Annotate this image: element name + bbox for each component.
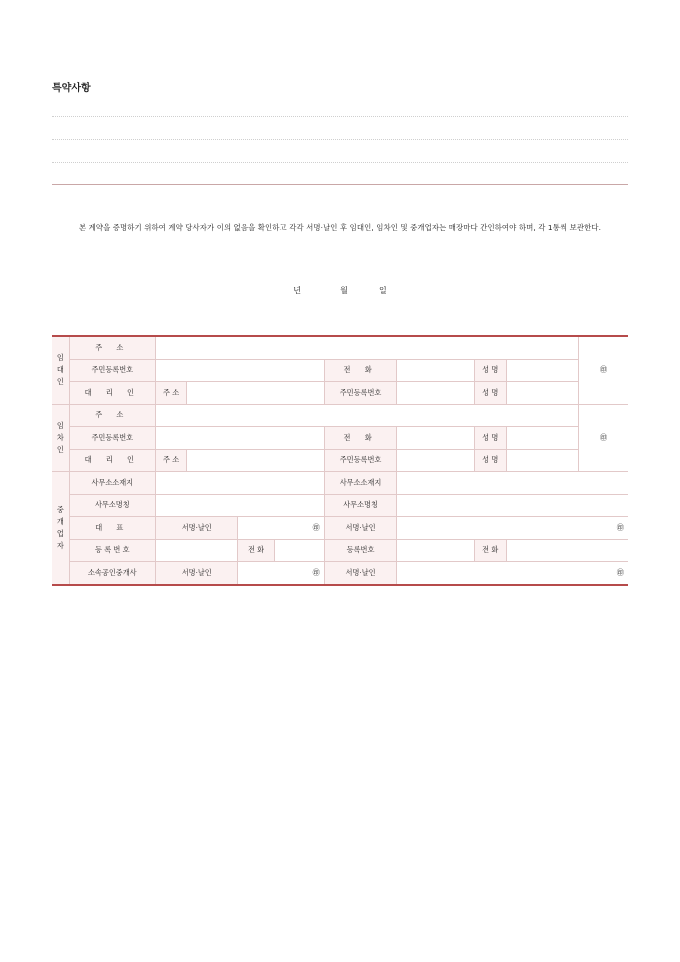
tenant-id-label: 주민등록번호 <box>69 427 155 450</box>
tenant-address-field[interactable] <box>156 404 579 427</box>
broker-phone-field-2[interactable] <box>506 539 628 562</box>
landlord-agent-row <box>52 382 628 405</box>
broker-office-name-label-2: 사무소명칭 <box>324 494 396 517</box>
tenant-seal <box>579 404 628 472</box>
broker-reg-no-label-2: 등록번호 <box>324 539 396 562</box>
date-day: 일 <box>378 286 387 295</box>
tenant-phone-label: 전 화 <box>324 427 396 450</box>
landlord-id-label: 주민등록번호 <box>69 359 155 382</box>
landlord-agent-id-label: 주민등록번호 <box>324 382 396 405</box>
date-month: 월 <box>340 286 348 295</box>
landlord-role-label: 임 대 인 <box>52 336 69 404</box>
broker-phone-label: 전 화 <box>238 539 274 562</box>
tenant-address-label: 주 소 <box>69 404 155 427</box>
broker-office-location-field-2[interactable] <box>397 472 628 495</box>
broker-sign-field[interactable] <box>238 517 324 540</box>
special-terms-bottom-rule <box>52 184 628 185</box>
tenant-agent-address-label: 주 소 <box>156 449 187 472</box>
broker-sign-label-2: 서명·날인 <box>324 517 396 540</box>
tenant-agent-name-field[interactable] <box>506 449 578 472</box>
broker-office-name-field[interactable] <box>156 494 325 517</box>
broker-reg-no-field[interactable] <box>156 539 238 562</box>
broker-sign-field-3[interactable] <box>238 562 324 585</box>
broker-sign-field-4[interactable] <box>397 562 628 585</box>
tenant-id-field[interactable] <box>156 427 325 450</box>
landlord-id-field[interactable] <box>156 359 325 382</box>
seal-icon: ㊞ <box>312 567 320 577</box>
tenant-address-row <box>52 404 628 427</box>
landlord-phone-label: 전 화 <box>324 359 396 382</box>
tenant-name-label: 성 명 <box>474 427 506 450</box>
broker-reg-no-field-2[interactable] <box>397 539 474 562</box>
broker-sign-field-2[interactable] <box>397 517 628 540</box>
tenant-agent-name-label: 성 명 <box>474 449 506 472</box>
tenant-agent-id-field[interactable] <box>397 449 474 472</box>
tenant-id-row <box>52 427 628 450</box>
seal-icon: ㊞ <box>312 522 320 532</box>
broker-sign-label: 서명·날인 <box>156 517 238 540</box>
seal-icon: ㊞ <box>616 522 624 532</box>
broker-sign-label-3: 서명·날인 <box>156 562 238 585</box>
landlord-agent-address-field[interactable] <box>187 382 325 405</box>
broker-phone-label-2: 전 화 <box>474 539 506 562</box>
tenant-agent-address-field[interactable] <box>187 449 325 472</box>
seal-icon: ㊞ <box>599 432 608 442</box>
broker-phone-field[interactable] <box>274 539 324 562</box>
landlord-name-label: 성 명 <box>474 359 506 382</box>
tenant-agent-label: 대 리 인 <box>69 449 155 472</box>
broker-reg-no-label: 등 록 번 호 <box>69 539 155 562</box>
landlord-id-row <box>52 359 628 382</box>
special-terms-line-3 <box>52 162 628 163</box>
date-year: 년 <box>293 286 302 295</box>
parties-table <box>52 335 628 586</box>
broker-office-name-field-2[interactable] <box>397 494 628 517</box>
tenant-phone-field[interactable] <box>397 427 474 450</box>
special-terms-line-1 <box>52 116 628 117</box>
special-terms-line-2 <box>52 139 628 140</box>
landlord-address-label: 주 소 <box>69 336 155 359</box>
special-terms-title: 특약사항 <box>52 83 91 94</box>
broker-role-label: 중 개 업 자 <box>52 472 69 585</box>
broker-office-location-label: 사무소소재지 <box>69 472 155 495</box>
landlord-agent-name-field[interactable] <box>506 382 578 405</box>
broker-affiliated-row <box>52 562 628 585</box>
broker-office-location-field[interactable] <box>156 472 325 495</box>
landlord-name-field[interactable] <box>506 359 578 382</box>
landlord-agent-id-field[interactable] <box>397 382 474 405</box>
landlord-agent-name-label: 성 명 <box>474 382 506 405</box>
tenant-agent-row <box>52 449 628 472</box>
broker-representative-row <box>52 517 628 540</box>
contract-statement: 본 계약을 증명하기 위하여 계약 당사자가 이의 없음을 확인하고 각각 서명·날인 후 임대인, 임차인 및 중개업자는 매장마다 간인하여야 하며, 각 1통씩 보관한다. <box>78 223 602 232</box>
tenant-agent-id-label: 주민등록번호 <box>324 449 396 472</box>
broker-registration-row <box>52 539 628 562</box>
tenant-role-label: 임 차 인 <box>52 404 69 472</box>
tenant-name-field[interactable] <box>506 427 578 450</box>
broker-sign-label-4: 서명·날인 <box>324 562 396 585</box>
broker-office-name-row <box>52 494 628 517</box>
seal-icon: ㊞ <box>616 567 624 577</box>
broker-office-location-label-2: 사무소소재지 <box>324 472 396 495</box>
broker-affiliated-label: 소속공인중개사 <box>69 562 155 585</box>
landlord-agent-address-label: 주 소 <box>156 382 187 405</box>
landlord-address-field[interactable] <box>156 336 579 359</box>
broker-representative-label: 대 표 <box>69 517 155 540</box>
seal-icon: ㊞ <box>599 365 608 375</box>
broker-office-location-row <box>52 472 628 495</box>
landlord-agent-label: 대 리 인 <box>69 382 155 405</box>
contract-date <box>0 285 680 296</box>
landlord-address-row <box>52 336 628 359</box>
landlord-seal <box>579 336 628 404</box>
broker-office-name-label: 사무소명칭 <box>69 494 155 517</box>
landlord-phone-field[interactable] <box>397 359 474 382</box>
